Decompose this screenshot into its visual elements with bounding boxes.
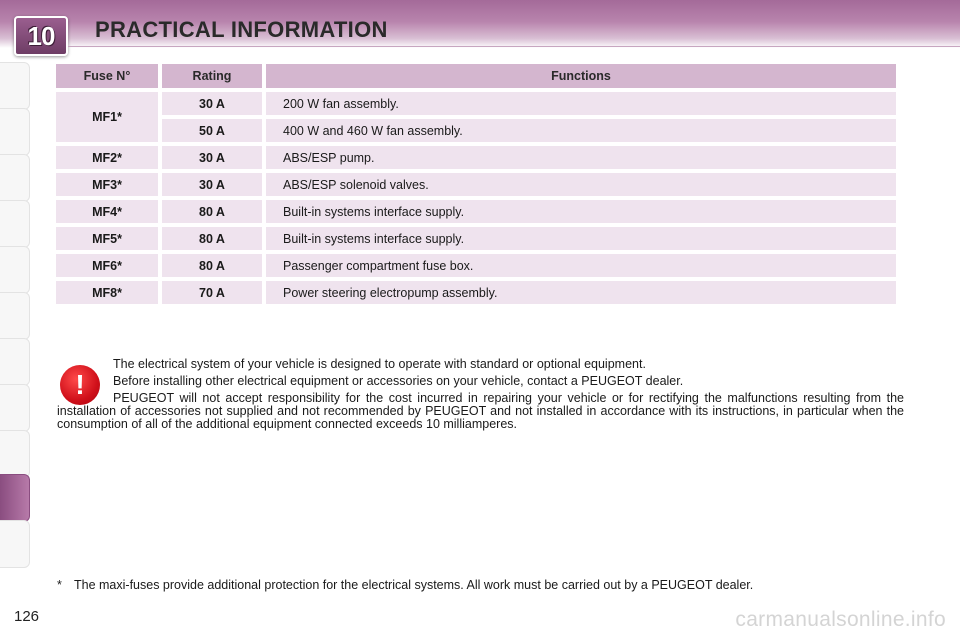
function-cell: Passenger compartment fuse box.	[266, 254, 896, 277]
fuse-cell: MF4*	[56, 200, 158, 223]
warning-paragraph: The electrical system of your vehicle is designed to operate with standard or optional equipment.	[113, 357, 646, 371]
header-rating: Rating	[162, 64, 262, 88]
rating-cell: 30 A	[162, 92, 262, 115]
fuse-cell: MF1*	[56, 92, 158, 142]
page-title: PRACTICAL INFORMATION	[95, 17, 388, 42]
table-header-row	[56, 64, 896, 88]
footnote	[57, 579, 904, 592]
fuse-cell: MF6*	[56, 254, 158, 277]
footnote-text: The maxi-fuses provide additional protection for the electrical systems. All work must be carried out by a PEUGEOT dealer.	[74, 578, 754, 592]
chapter-tab[interactable]	[0, 384, 30, 432]
function-cell: Built-in systems interface supply.	[266, 227, 896, 250]
rating-cell: 50 A	[162, 119, 262, 142]
table-row	[56, 119, 896, 142]
function-cell: ABS/ESP pump.	[266, 146, 896, 169]
function-cell: ABS/ESP solenoid valves.	[266, 173, 896, 196]
table-row	[56, 227, 896, 250]
table-row	[56, 92, 896, 115]
chapter-tab[interactable]	[0, 338, 30, 386]
header-fuse: Fuse N°	[56, 64, 158, 88]
function-cell: Built-in systems interface supply.	[266, 200, 896, 223]
header-functions: Functions	[266, 64, 896, 88]
rating-cell: 30 A	[162, 146, 262, 169]
chapter-badge: 10	[14, 16, 68, 56]
fuse-cell: MF8*	[56, 281, 158, 304]
warning-paragraph: PEUGEOT will not accept responsibility for the cost incurred in repairing your vehicle or for rectifying the malfunctions resulting from the installation of accessories not supplied and not recommended by PEUGEOT and not installed in accordance with its instructions, in particular when the consumption of all of the additional equipment connected exceeds 10 milliamperes.	[57, 391, 904, 431]
chapter-tab[interactable]	[0, 62, 30, 110]
footnote-marker: *	[57, 578, 62, 592]
rating-cell: 30 A	[162, 173, 262, 196]
chapter-tab[interactable]	[0, 520, 30, 568]
chapter-tab[interactable]	[0, 430, 30, 478]
rating-cell: 80 A	[162, 227, 262, 250]
chapter-tab[interactable]	[0, 108, 30, 156]
warning-paragraph: Before installing other electrical equipment or accessories on your vehicle, contact a PEUGEOT dealer.	[113, 374, 684, 388]
function-cell: Power steering electropump assembly.	[266, 281, 896, 304]
chapter-tab[interactable]	[0, 200, 30, 248]
table-row	[56, 173, 896, 196]
chapter-tab[interactable]	[0, 246, 30, 294]
rating-cell: 70 A	[162, 281, 262, 304]
page-number: 126	[14, 608, 40, 625]
fuse-table	[52, 60, 900, 308]
title-divider	[68, 46, 960, 47]
chapter-tab[interactable]	[0, 154, 30, 202]
fuse-cell: MF2*	[56, 146, 158, 169]
rating-cell: 80 A	[162, 200, 262, 223]
table-row	[56, 200, 896, 223]
chapter-tab[interactable]	[0, 292, 30, 340]
warning-notice	[57, 358, 904, 435]
table-row	[56, 254, 896, 277]
chapter-tab-strip	[0, 62, 34, 574]
watermark: carmanualsonline.info	[735, 608, 946, 631]
table-row	[56, 281, 896, 304]
chapter-tab-active[interactable]	[0, 474, 30, 522]
function-cell: 200 W fan assembly.	[266, 92, 896, 115]
exclamation-icon: !	[60, 365, 100, 405]
fuse-cell: MF3*	[56, 173, 158, 196]
function-cell: 400 W and 460 W fan assembly.	[266, 119, 896, 142]
rating-cell: 80 A	[162, 254, 262, 277]
fuse-cell: MF5*	[56, 227, 158, 250]
table-row	[56, 146, 896, 169]
